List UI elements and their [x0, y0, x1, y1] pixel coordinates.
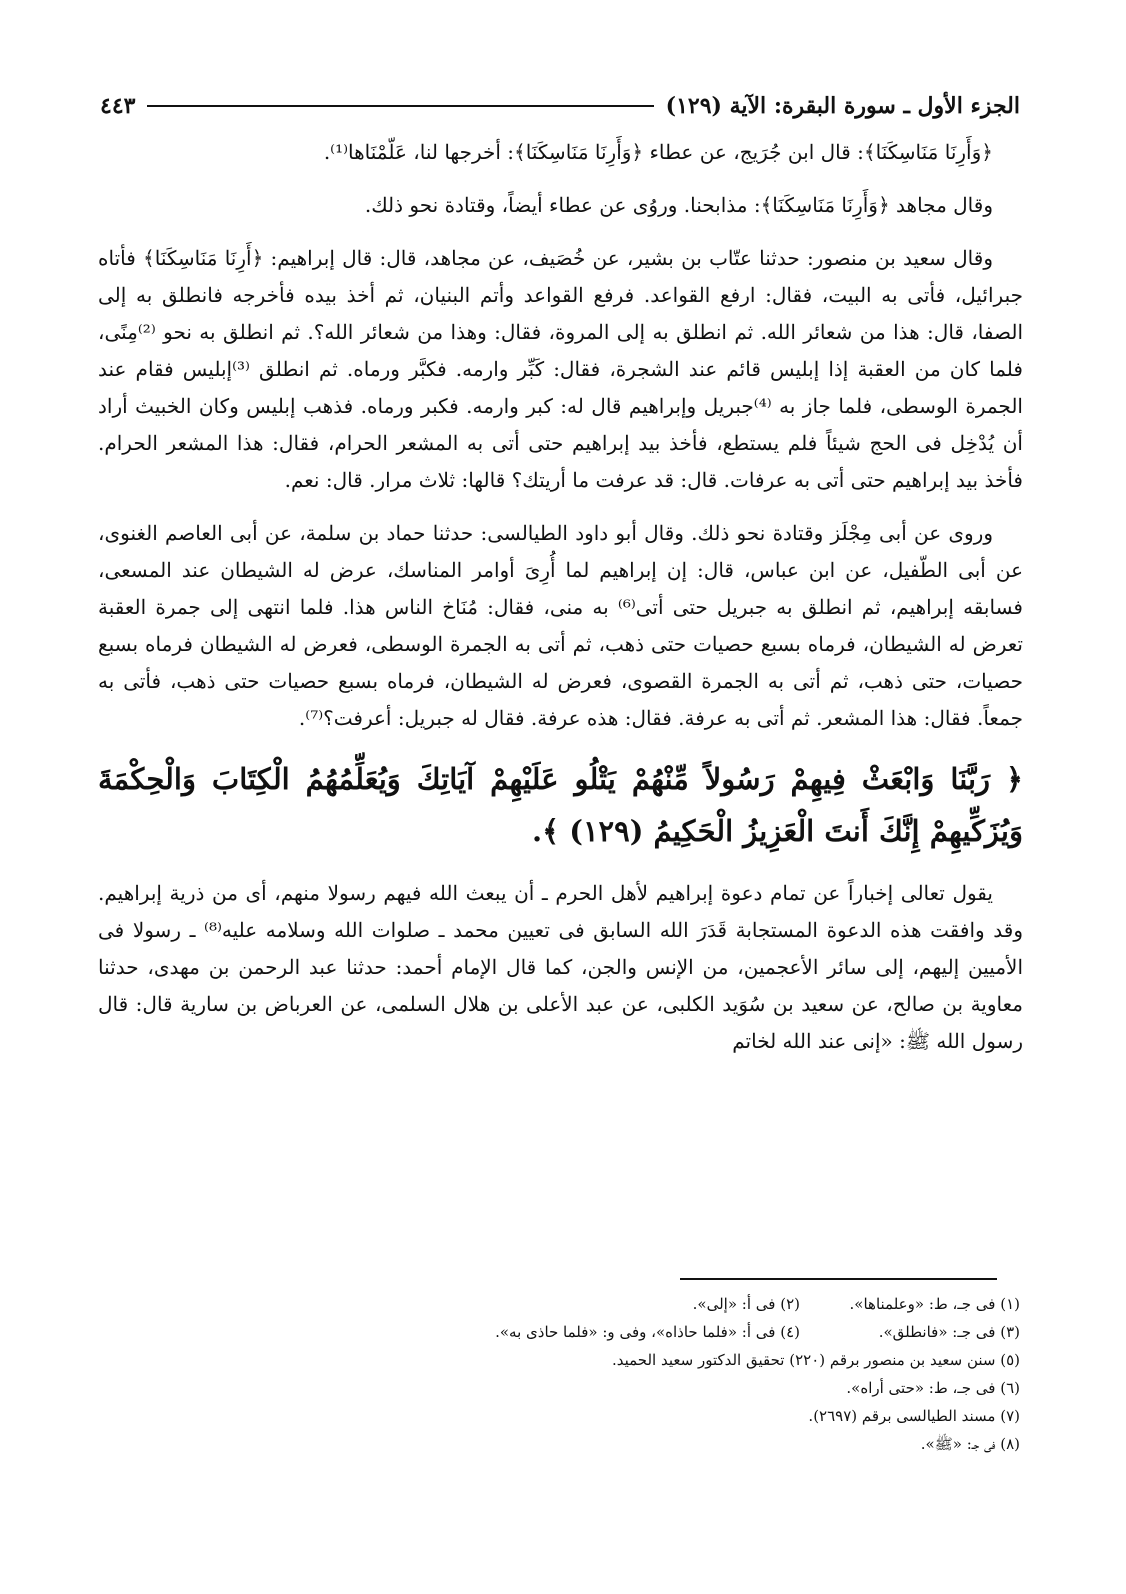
footnote-row — [100, 1318, 1020, 1346]
quran-verse: ﴿ رَبَّنَا وَابْعَثْ فِيهِمْ رَسُولاً مِّنْهُمْ يَتْلُو عَلَيْهِمْ آيَاتِكَ وَيُعَلِّمُهُمُ الْكِتَابَ وَالْحِكْمَةَ وَيُزَكِّيهِمْ إِنَّكَ أَنتَ الْعَزِيزُ الْحَكِيمُ (١٢٩) ﴾. — [98, 762, 1023, 848]
footnote-row — [100, 1290, 1020, 1318]
footnote-row — [100, 1402, 1020, 1430]
footnote-row — [100, 1430, 1020, 1458]
footnotes — [100, 1290, 1020, 1458]
page-body — [98, 134, 1023, 1076]
footnote-8: (٨) فى جـ: «ﷺ». — [920, 1435, 1020, 1453]
paragraph-2: وقال مجاهد ﴿وَأَرِنَا مَنَاسِكَنَا﴾: مذابحنا. وروُى عن عطاء أيضاً، وقتادة نحو ذلك. — [364, 193, 993, 217]
footnote-4: (٤) فى أ: «فلما حاذاه»، وفى و: «فلما حاذى به». — [495, 1323, 800, 1341]
footnote-2: (٢) فى أ: «إلى». — [692, 1295, 800, 1313]
footnote-3: (٣) فى جـ: «فانطلق». — [878, 1323, 1020, 1341]
footnote-row — [100, 1346, 1020, 1374]
footnote-1: (١) فى جـ، ط: «وعلمناها». — [849, 1295, 1020, 1313]
footnote-row — [100, 1374, 1020, 1402]
paragraph-3: وقال سعيد بن منصور: حدثنا عتّاب بن بشير، عن خُصَيف، عن مجاهد، قال: قال إبراهيم: ﴿أَرِنَا مَنَاسِكَنَا﴾ فأتاه جبرائيل، فأتى به البيت، فقال: ارفع القواعد. فرفع القواعد وأتم البنيان، ثم أخذ بيده فأخرجه فانطلق به إلى الصفا، قال: هذا من شعائر الله. ثم انطلق به إلى المروة، فقال: وهذا من شعائر الله؟. ثم انطلق به نحو ⁽²⁾مِنًى، فلما كان من العقبة إذا إبليس قائم عند الشجرة، فقال: كَبِّر وارمه. فكبَّر ورماه. ثم انطلق ⁽³⁾إبليس فقام عند الجمرة الوسطى، فلما جاز به ⁽⁴⁾جبريل وإبراهيم قال له: كبر وارمه. فكبر ورماه. فذهب إبليس وكان الخبيث أراد أن يُدْخِل فى الحج شيئاً فلم يستطع، فأخذ بيد إبراهيم حتى أتى به المشعر الحرام، فقال: هذا المشعر الحرام. فأخذ بيد إبراهيم حتى أتى به عرفات. قال: قد عرفت ما أريتك؟ قالها: ثلاث مرار. قال: نعم. — [98, 246, 1023, 492]
footnote-6: (٦) فى جـ، ط: «حتى أراه». — [846, 1379, 1020, 1397]
page-number: ٤٤٣ — [100, 93, 136, 119]
paragraph-4: وروى عن أبى مِجْلَز وقتادة نحو ذلك. وقال أبو داود الطيالسى: حدثنا حماد بن سلمة، عن أبى العاصم الغنوى، عن أبى الطّفيل، عن ابن عباس، قال: إن إبراهيم لما أُرِىَ أوامر المناسك، عرض له الشيطان عند المسعى، فسابقه إبراهيم، ثم انطلق به جبريل حتى أتى⁽⁶⁾ به منى، فقال: مُنَاخ الناس هذا. فلما انتهى إلى جمرة العقبة تعرض له الشيطان، فرماه بسبع حصيات حتى ذهب، ثم أتى به الجمرة الوسطى، فعرض له الشيطان فرماه بسبع حصيات، حتى ذهب، ثم أتى به الجمرة القصوى، فعرض له الشيطان، فرماه بسبع حصيات حتى ذهب، فأتى به جمعاً. فقال: هذا المشعر. ثم أتى به عرفة. فقال: هذه عرفة. فقال له جبريل: أعرفت؟⁽⁷⁾. — [98, 521, 1024, 730]
running-title: الجزء الأول ـ سورة البقرة: الآية (١٢٩) — [665, 93, 1020, 119]
commentary-paragraph: يقول تعالى إخباراً عن تمام دعوة إبراهيم لأهل الحرم ـ أن يبعث الله فيهم رسولا منهم، أى من ذرية إبراهيم. وقد وافقت هذه الدعوة المستجابة قَدَرَ الله السابق فى تعيين محمد ـ صلوات الله وسلامه عليه⁽⁸⁾ ـ رسولا فى الأميين إليهم، إلى سائر الأعجمين، من الإنس والجن، كما قال الإمام أحمد: حدثنا عبد الرحمن بن مهدى، حدثنا معاوية بن صالح، عن سعيد بن سُوَيد الكلبى، عن عبد الأعلى بن هلال السلمى، عن العرباض بن سارية قال: قال رسول الله ﷺ: «إنى عند الله لخاتم — [98, 881, 1024, 1053]
header-rule — [147, 105, 653, 107]
running-header — [100, 88, 1020, 124]
footnote-5: (٥) سنن سعيد بن منصور برقم (٢٢٠) تحقيق الدكتور سعيد الحميد. — [611, 1351, 1020, 1369]
footnote-rule — [680, 1278, 997, 1280]
footnote-7: (٧) مسند الطيالسى برقم (٢٦٩٧). — [808, 1407, 1020, 1425]
paragraph-1: ﴿وَأَرِنَا مَنَاسِكَنَا﴾: قال ابن جُرَيج، عن عطاء ﴿وَأَرِنَا مَنَاسِكَنَا﴾: أخرجها لنا، عَلّمْنَاها⁽¹⁾. — [323, 140, 993, 164]
